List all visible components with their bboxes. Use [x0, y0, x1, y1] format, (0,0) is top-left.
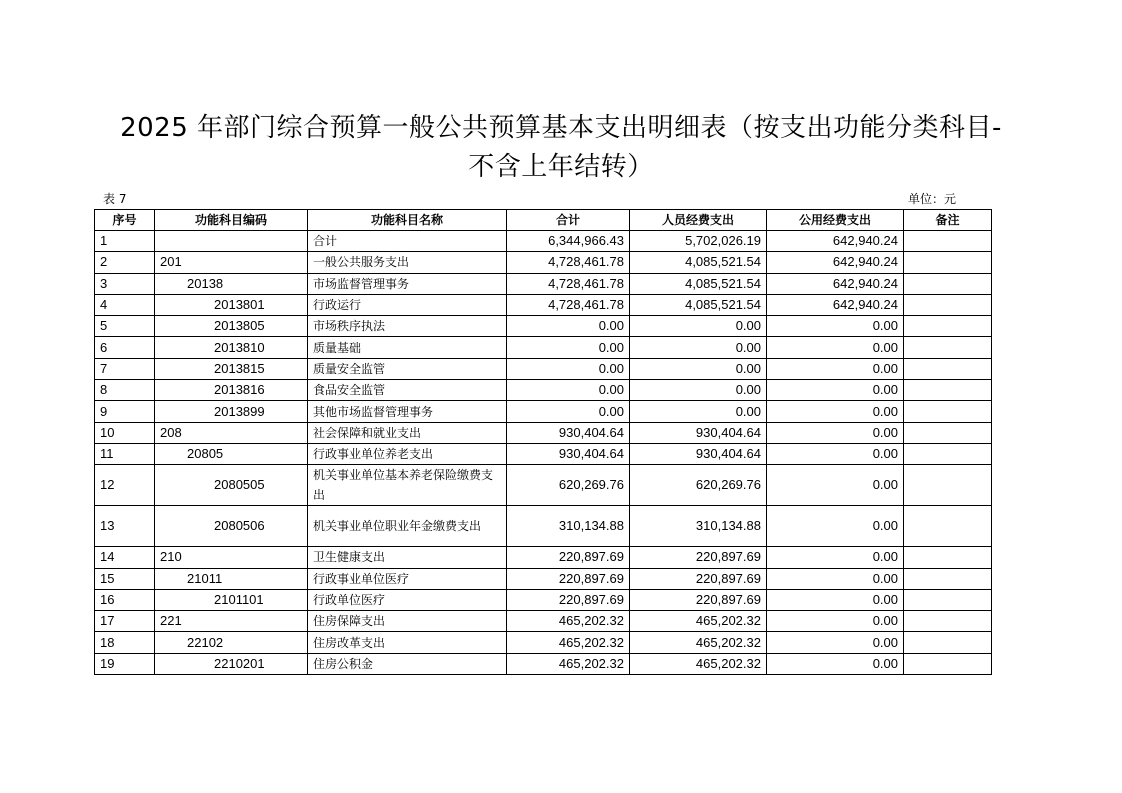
cell-name: 住房改革支出	[308, 632, 507, 653]
cell-name: 机关事业单位职业年金缴费支出	[308, 506, 507, 547]
cell-name: 市场监督管理事务	[308, 273, 507, 294]
cell-code: 2013816	[155, 380, 308, 401]
cell-total: 930,404.64	[507, 422, 630, 443]
header-row	[95, 210, 992, 231]
cell-personnel: 0.00	[630, 401, 767, 422]
cell-personnel: 220,897.69	[630, 589, 767, 610]
cell-total: 220,897.69	[507, 547, 630, 568]
cell-note	[904, 401, 992, 422]
table-row	[95, 632, 992, 653]
table-row	[95, 589, 992, 610]
cell-public: 0.00	[767, 380, 904, 401]
cell-code: 201	[155, 252, 308, 273]
table-row	[95, 653, 992, 674]
cell-code	[155, 231, 308, 252]
cell-no: 4	[95, 294, 155, 315]
cell-total: 4,728,461.78	[507, 273, 630, 294]
cell-public: 0.00	[767, 401, 904, 422]
cell-name: 市场秩序执法	[308, 316, 507, 337]
cell-code: 20805	[155, 443, 308, 464]
cell-name: 卫生健康支出	[308, 547, 507, 568]
cell-personnel: 930,404.64	[630, 422, 767, 443]
cell-personnel: 310,134.88	[630, 506, 767, 547]
cell-public: 0.00	[767, 653, 904, 674]
table-row	[95, 547, 992, 568]
cell-code: 21011	[155, 568, 308, 589]
cell-note	[904, 589, 992, 610]
cell-public: 0.00	[767, 316, 904, 337]
cell-personnel: 5,702,026.19	[630, 231, 767, 252]
cell-code: 2013805	[155, 316, 308, 337]
cell-public: 642,940.24	[767, 273, 904, 294]
cell-no: 15	[95, 568, 155, 589]
table-row	[95, 252, 992, 273]
cell-no: 5	[95, 316, 155, 337]
cell-public: 0.00	[767, 506, 904, 547]
cell-no: 9	[95, 401, 155, 422]
document-title-line2: 不含上年结转）	[468, 152, 654, 182]
cell-no: 3	[95, 273, 155, 294]
cell-total: 0.00	[507, 316, 630, 337]
cell-code: 22102	[155, 632, 308, 653]
cell-personnel: 930,404.64	[630, 443, 767, 464]
cell-name: 行政单位医疗	[308, 589, 507, 610]
cell-personnel: 0.00	[630, 380, 767, 401]
table-row	[95, 401, 992, 422]
header-public: 公用经费支出	[767, 210, 904, 231]
cell-name: 行政运行	[308, 294, 507, 315]
cell-public: 0.00	[767, 358, 904, 379]
cell-total: 930,404.64	[507, 443, 630, 464]
cell-name: 机关事业单位基本养老保险缴费支出	[308, 465, 507, 506]
cell-code: 2080505	[155, 465, 308, 506]
cell-no: 13	[95, 506, 155, 547]
cell-code: 2013801	[155, 294, 308, 315]
cell-total: 465,202.32	[507, 632, 630, 653]
cell-note	[904, 294, 992, 315]
cell-note	[904, 358, 992, 379]
header-name: 功能科目名称	[308, 210, 507, 231]
cell-personnel: 220,897.69	[630, 568, 767, 589]
cell-no: 12	[95, 465, 155, 506]
cell-note	[904, 632, 992, 653]
cell-code: 221	[155, 611, 308, 632]
header-no: 序号	[95, 210, 155, 231]
cell-note	[904, 653, 992, 674]
cell-total: 465,202.32	[507, 653, 630, 674]
cell-total: 4,728,461.78	[507, 252, 630, 273]
cell-note	[904, 380, 992, 401]
cell-public: 642,940.24	[767, 231, 904, 252]
cell-note	[904, 316, 992, 337]
cell-personnel: 4,085,521.54	[630, 273, 767, 294]
cell-personnel: 0.00	[630, 337, 767, 358]
cell-public: 0.00	[767, 547, 904, 568]
table-row	[95, 422, 992, 443]
cell-public: 0.00	[767, 589, 904, 610]
cell-public: 0.00	[767, 422, 904, 443]
cell-total: 0.00	[507, 380, 630, 401]
table-row	[95, 611, 992, 632]
cell-personnel: 465,202.32	[630, 653, 767, 674]
cell-total: 465,202.32	[507, 611, 630, 632]
document-title-line1: 2025 年部门综合预算一般公共预算基本支出明细表（按支出功能分类科目-	[120, 113, 1002, 143]
cell-personnel: 620,269.76	[630, 465, 767, 506]
table-row	[95, 568, 992, 589]
cell-code: 2013815	[155, 358, 308, 379]
table-row	[95, 294, 992, 315]
cell-note	[904, 465, 992, 506]
cell-public: 642,940.24	[767, 294, 904, 315]
cell-no: 11	[95, 443, 155, 464]
table-row	[95, 231, 992, 252]
cell-personnel: 4,085,521.54	[630, 252, 767, 273]
cell-total: 0.00	[507, 358, 630, 379]
cell-public: 642,940.24	[767, 252, 904, 273]
table-row	[95, 465, 992, 506]
cell-total: 620,269.76	[507, 465, 630, 506]
cell-name: 社会保障和就业支出	[308, 422, 507, 443]
table-row	[95, 506, 992, 547]
cell-no: 1	[95, 231, 155, 252]
cell-code: 2080506	[155, 506, 308, 547]
cell-personnel: 0.00	[630, 358, 767, 379]
cell-no: 10	[95, 422, 155, 443]
header-code: 功能科目编码	[155, 210, 308, 231]
cell-no: 17	[95, 611, 155, 632]
cell-note	[904, 422, 992, 443]
cell-total: 4,728,461.78	[507, 294, 630, 315]
table-row	[95, 316, 992, 337]
cell-personnel: 0.00	[630, 316, 767, 337]
cell-name: 行政事业单位养老支出	[308, 443, 507, 464]
header-note: 备注	[904, 210, 992, 231]
cell-name: 住房公积金	[308, 653, 507, 674]
cell-public: 0.00	[767, 611, 904, 632]
cell-note	[904, 547, 992, 568]
cell-note	[904, 568, 992, 589]
cell-no: 19	[95, 653, 155, 674]
cell-note	[904, 273, 992, 294]
cell-code: 2013810	[155, 337, 308, 358]
cell-code: 210	[155, 547, 308, 568]
cell-name: 质量安全监管	[308, 358, 507, 379]
cell-no: 7	[95, 358, 155, 379]
cell-personnel: 465,202.32	[630, 632, 767, 653]
cell-note	[904, 252, 992, 273]
cell-no: 2	[95, 252, 155, 273]
cell-code: 2210201	[155, 653, 308, 674]
cell-name: 食品安全监管	[308, 380, 507, 401]
cell-public: 0.00	[767, 632, 904, 653]
cell-code: 2013899	[155, 401, 308, 422]
cell-code: 20138	[155, 273, 308, 294]
budget-detail-table	[94, 209, 992, 675]
cell-note	[904, 611, 992, 632]
cell-name: 质量基础	[308, 337, 507, 358]
cell-total: 220,897.69	[507, 589, 630, 610]
cell-personnel: 220,897.69	[630, 547, 767, 568]
cell-total: 220,897.69	[507, 568, 630, 589]
cell-personnel: 4,085,521.54	[630, 294, 767, 315]
cell-name: 行政事业单位医疗	[308, 568, 507, 589]
cell-no: 6	[95, 337, 155, 358]
table-number: 表 7	[103, 192, 127, 206]
table-row	[95, 358, 992, 379]
cell-total: 0.00	[507, 401, 630, 422]
cell-name: 一般公共服务支出	[308, 252, 507, 273]
table-body	[95, 231, 992, 675]
cell-no: 16	[95, 589, 155, 610]
cell-note	[904, 443, 992, 464]
table-row	[95, 337, 992, 358]
cell-public: 0.00	[767, 568, 904, 589]
unit-label: 单位：元	[908, 192, 957, 206]
cell-no: 14	[95, 547, 155, 568]
cell-note	[904, 506, 992, 547]
header-total: 合计	[507, 210, 630, 231]
table-row	[95, 380, 992, 401]
cell-name: 合计	[308, 231, 507, 252]
header-personnel: 人员经费支出	[630, 210, 767, 231]
cell-code: 208	[155, 422, 308, 443]
cell-note	[904, 337, 992, 358]
table-row	[95, 273, 992, 294]
cell-total: 310,134.88	[507, 506, 630, 547]
cell-public: 0.00	[767, 337, 904, 358]
cell-no: 8	[95, 380, 155, 401]
cell-personnel: 465,202.32	[630, 611, 767, 632]
cell-no: 18	[95, 632, 155, 653]
table-row	[95, 443, 992, 464]
cell-note	[904, 231, 992, 252]
cell-name: 住房保障支出	[308, 611, 507, 632]
cell-code: 2101101	[155, 589, 308, 610]
cell-public: 0.00	[767, 465, 904, 506]
cell-name: 其他市场监督管理事务	[308, 401, 507, 422]
cell-public: 0.00	[767, 443, 904, 464]
cell-total: 6,344,966.43	[507, 231, 630, 252]
cell-total: 0.00	[507, 337, 630, 358]
